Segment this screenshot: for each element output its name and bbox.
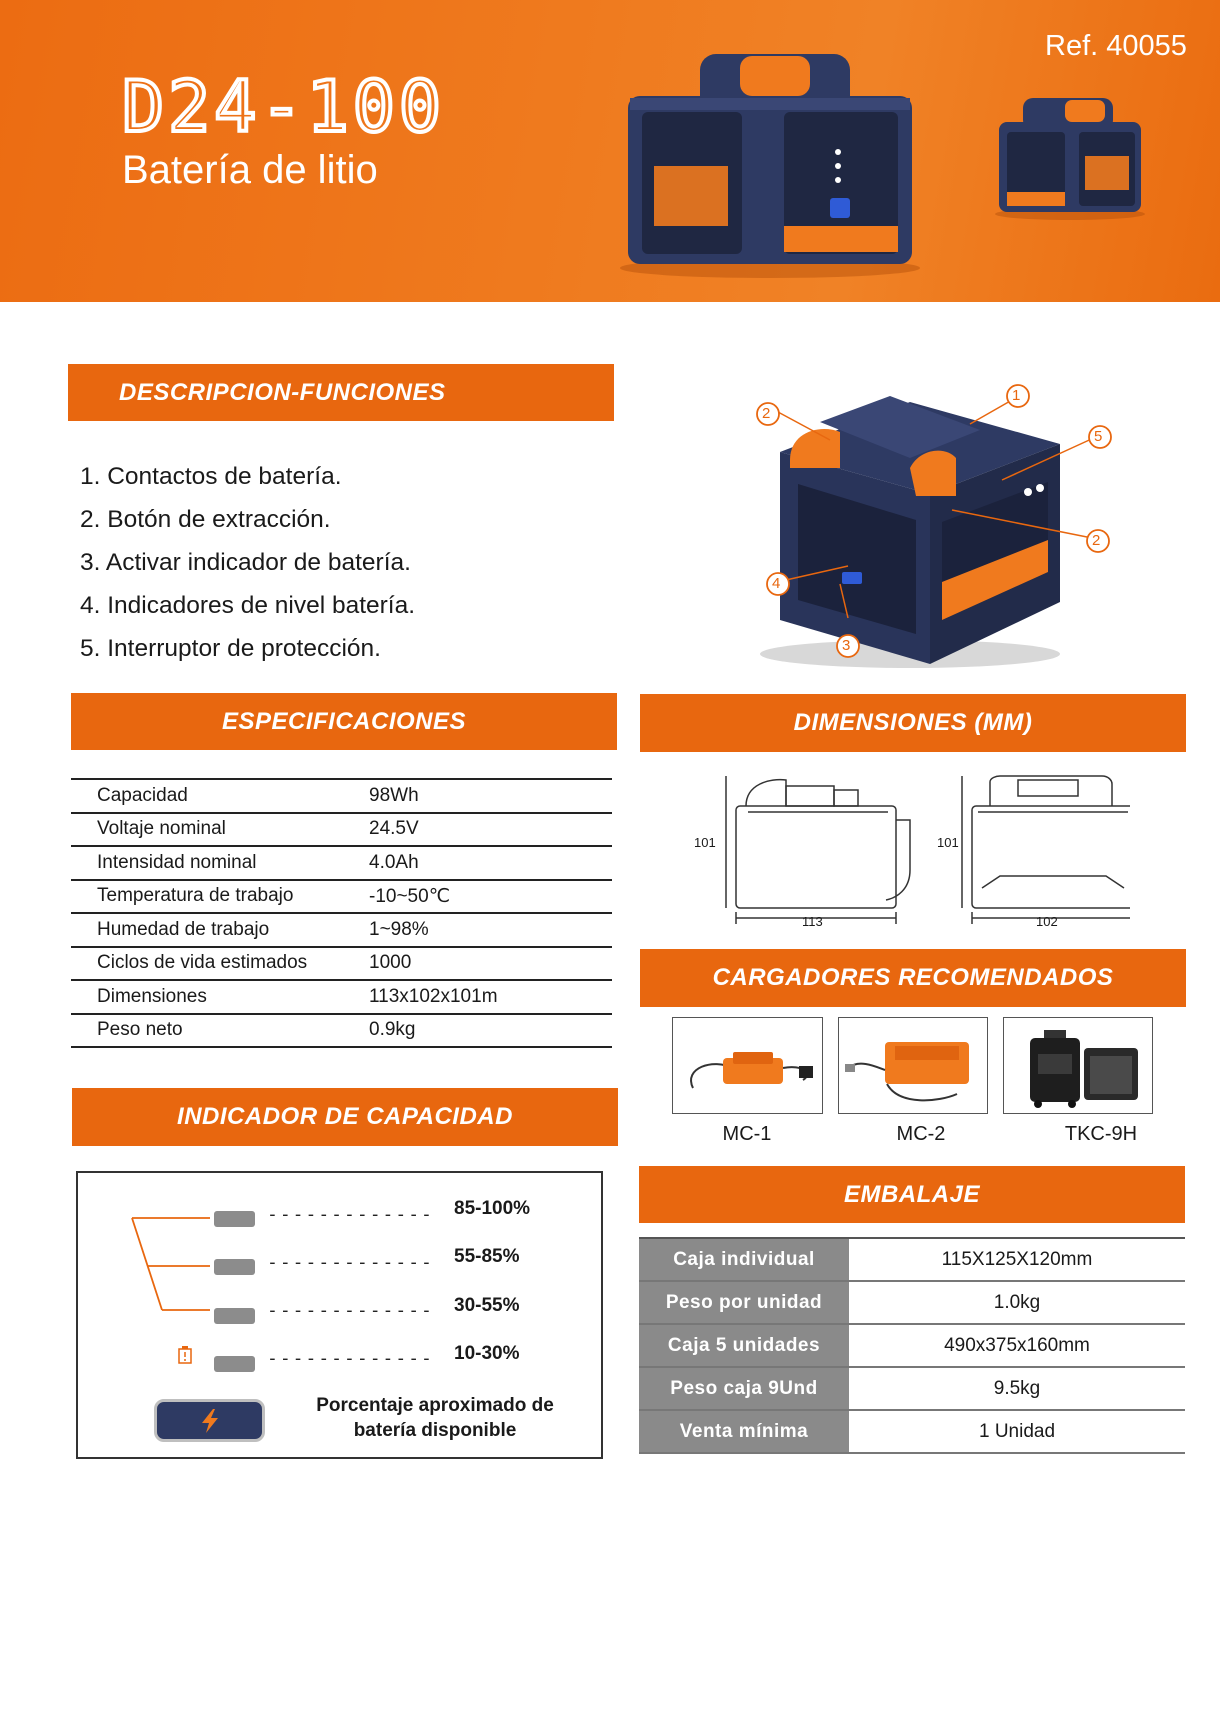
charger-mc1-image [672,1017,823,1114]
table-row [639,1410,1185,1453]
spec-label: Temperatura de trabajo [71,880,369,914]
dimension-drawings [700,770,1130,930]
packaging-label: Peso por unidad [639,1281,849,1324]
functions-section-header: DESCRIPCION-FUNCIONES [68,364,614,421]
spec-value: 24.5V [369,813,612,847]
packaging-value: 115X125X120mm [849,1238,1185,1281]
packaging-table [639,1237,1185,1454]
capacity-note [280,1393,590,1443]
packaging-label: Venta mínima [639,1410,849,1453]
spec-label: Humedad de trabajo [71,913,369,947]
table-row [639,1367,1185,1410]
level-label: 55-85% [454,1246,520,1267]
packaging-section-header: EMBALAJE [639,1166,1185,1223]
level-label: 30-55% [454,1295,520,1316]
level-label: 85-100% [454,1198,531,1219]
function-item: 4. Indicadores de nivel batería. [80,592,416,619]
charger-tkc9h-image [1003,1017,1153,1114]
callout-label: 1 [1012,387,1021,404]
spec-value: 113x102x101m [369,980,612,1014]
spec-value: -10~50℃ [369,880,612,914]
spec-value: 1000 [369,947,612,981]
level-label: 10-30% [454,1343,520,1364]
table-row [639,1281,1185,1324]
packaging-label: Caja 5 unidades [639,1324,849,1367]
callout-label: 5 [1094,428,1103,445]
packaging-value: 490x375x160mm [849,1324,1185,1367]
dimensions-section-header: DIMENSIONES (MM) [640,694,1186,752]
table-row [639,1238,1185,1281]
callout-label: 3 [842,637,851,654]
table-row [71,1014,612,1048]
function-item: 5. Interruptor de protección. [80,635,381,662]
chargers-section-header: CARGADORES RECOMENDADOS [640,949,1186,1007]
level-leader: ------------- [267,1300,434,1321]
spec-label: Intensidad nominal [71,846,369,880]
function-item: 1. Contactos de batería. [80,463,342,490]
charger-label: MC-1 [722,1123,772,1145]
spec-label: Dimensiones [71,980,369,1014]
specs-table [71,778,612,1048]
level-leader: ------------- [267,1252,434,1273]
level-bar [214,1356,255,1372]
table-row [71,779,612,813]
spec-label: Capacidad [71,779,369,813]
charger-label: TKC-9H [1064,1123,1138,1145]
spec-value: 0.9kg [369,1014,612,1048]
spec-value: 4.0Ah [369,846,612,880]
function-item: 3. Activar indicador de batería. [80,549,411,576]
product-subtitle: Batería de litio [122,148,378,192]
spec-label: Voltaje nominal [71,813,369,847]
callout-label: 2 [762,405,771,422]
side-width-label: 113 [802,914,823,929]
specs-section-header: ESPECIFICACIONES [71,693,617,750]
functions-list [80,455,415,670]
charger-mc2-image [838,1017,988,1114]
level-bar [214,1259,255,1275]
battery-secondary-image [995,92,1145,222]
battery-check-button [154,1399,265,1442]
diagram-callout-lines [740,378,1120,660]
table-row [71,980,612,1014]
spec-label: Peso neto [71,1014,369,1048]
table-row [71,846,612,880]
packaging-label: Peso caja 9Und [639,1367,849,1410]
capacity-note-line: Porcentaje aproximado de [316,1395,554,1416]
packaging-label: Caja individual [639,1238,849,1281]
callout-label: 2 [1092,532,1101,549]
spec-label: Ciclos de vida estimados [71,947,369,981]
capacity-section-header: INDICADOR DE CAPACIDAD [72,1088,618,1146]
low-battery-icon [176,1345,194,1365]
front-width-label: 102 [1036,914,1058,929]
level-leader: ------------- [267,1348,434,1369]
packaging-value: 9.5kg [849,1367,1185,1410]
table-row [639,1324,1185,1367]
front-height-label: 101 [937,835,959,850]
capacity-note-line: batería disponible [353,1420,517,1441]
level-bar [214,1211,255,1227]
battery-hero-image [620,40,920,280]
table-row [71,813,612,847]
model-name: D24-100 [122,66,446,148]
spec-value: 98Wh [369,779,612,813]
level-bar [214,1308,255,1324]
table-row [71,913,612,947]
callout-label: 4 [772,575,781,592]
lightning-icon [199,1408,221,1434]
packaging-value: 1 Unidad [849,1410,1185,1453]
packaging-value: 1.0kg [849,1281,1185,1324]
level-leader: ------------- [267,1204,434,1225]
function-item: 2. Botón de extracción. [80,506,331,533]
table-row [71,880,612,914]
table-row [71,947,612,981]
spec-value: 1~98% [369,913,612,947]
capacity-bracket [128,1212,228,1316]
side-height-label: 101 [694,835,716,850]
charger-label: MC-2 [896,1123,946,1145]
reference-number: Ref. 40055 [1045,30,1187,62]
